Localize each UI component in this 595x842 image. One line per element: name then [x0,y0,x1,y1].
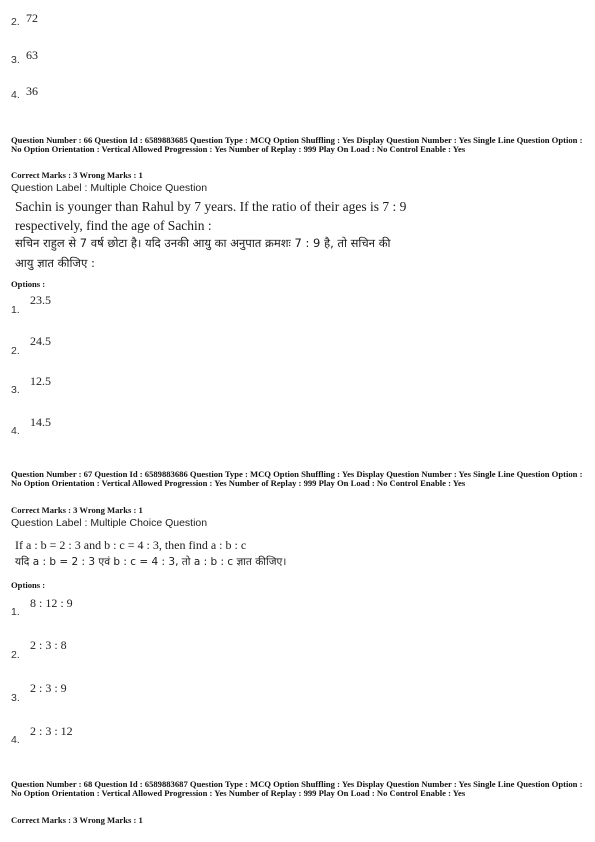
question-text-en: If a : b = 2 : 3 and b : c = 4 : 3, then find a : b : c [15,538,247,552]
question-text-hi-line1: सचिन राहुल से 7 वर्ष छोटा है। यदि उनकी आयु का अनुपात क्रमशः 7 : 9 है, तो सचिन की [15,236,391,250]
option-value: 2 : 3 : 12 [30,724,73,738]
option-number: 3. [11,384,20,396]
options-heading: Options : [11,580,46,590]
question-marks: Correct Marks : 3 Wrong Marks : 1 [11,170,143,180]
option-value: 63 [26,48,38,62]
option-value: 36 [26,84,38,98]
option-value: 2 : 3 : 9 [30,681,67,695]
option-number: 4. [11,89,20,101]
question-meta: Question Number : 67 Question Id : 6589883686 Question Type : MCQ Option Shuffling : Yes Display Question Number : Yes Single Line Question Option : No Option Orientation : Vertical Allowed Progression : Yes Number of Replay : 999 Play On Load : No Control Enable : Yes [11,469,583,489]
option-number: 3. [11,692,20,704]
option-number: 2. [11,649,20,661]
option-value: 12.5 [30,374,51,388]
question-label: Question Label : Multiple Choice Question [11,517,208,529]
option-number: 1. [11,606,20,618]
option-number: 4. [11,425,20,437]
question-marks: Correct Marks : 3 Wrong Marks : 1 [11,815,143,825]
option-number: 3. [11,54,20,66]
question-text-hi-line2: आयु ज्ञात कीजिए : [15,256,95,270]
question-text-hi: यदि a : b = 2 : 3 एवं b : c = 4 : 3, तो a : b : c ज्ञात कीजिए। [15,556,287,568]
question-meta: Question Number : 68 Question Id : 6589883687 Question Type : MCQ Option Shuffling : Yes Display Question Number : Yes Single Line Question Option : No Option Orientation : Vertical Allowed Progression : Yes Number of Replay : 999 Play On Load : No Control Enable : Yes [11,779,583,799]
option-value: 23.5 [30,293,51,307]
option-number: 1. [11,304,20,316]
option-value: 8 : 12 : 9 [30,596,73,610]
option-number: 2. [11,16,20,28]
question-text-en-line1: Sachin is younger than Rahul by 7 years. If the ratio of their ages is 7 : 9 [15,199,407,214]
option-number: 2. [11,345,20,357]
option-value: 14.5 [30,415,51,429]
option-number: 4. [11,734,20,746]
options-heading: Options : [11,279,46,289]
question-text-en-line2: respectively, find the age of Sachin : [15,218,212,233]
question-meta: Question Number : 66 Question Id : 6589883685 Question Type : MCQ Option Shuffling : Yes Display Question Number : Yes Single Line Question Option : No Option Orientation : Vertical Allowed Progression : Yes Number of Replay : 999 Play On Load : No Control Enable : Yes [11,135,583,155]
option-value: 24.5 [30,334,51,348]
question-marks: Correct Marks : 3 Wrong Marks : 1 [11,505,143,515]
option-value: 72 [26,11,38,25]
question-label: Question Label : Multiple Choice Question [11,182,208,194]
option-value: 2 : 3 : 8 [30,638,67,652]
